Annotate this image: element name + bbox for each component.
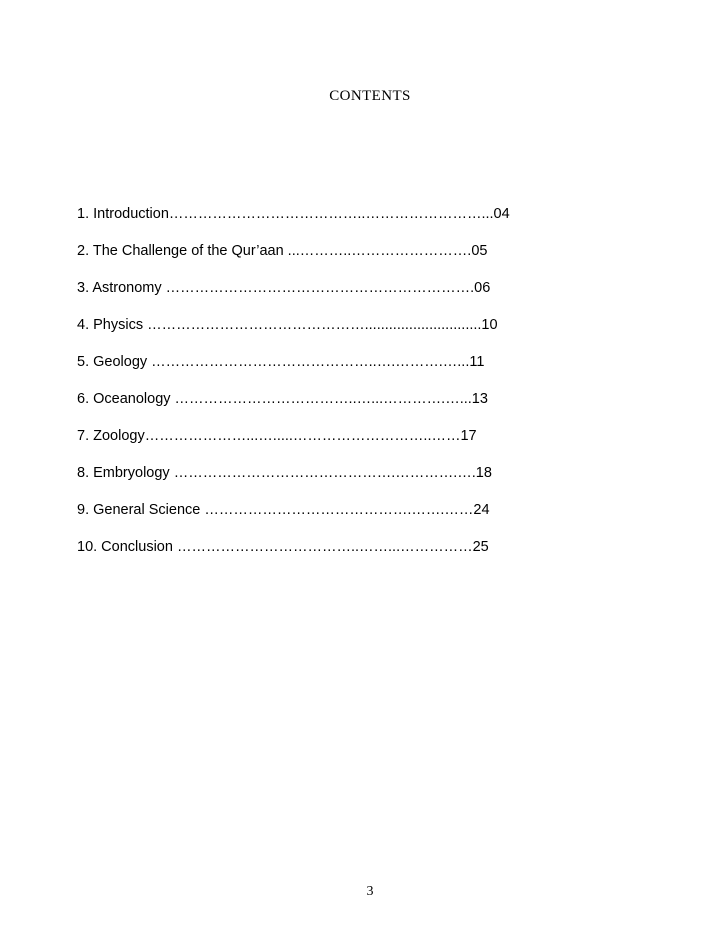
toc-entry-astronomy: 3. Astronomy ……………………………………………………….06 <box>77 280 491 296</box>
toc-entry-conclusion: 10. Conclusion ………………………………..……...……………25 <box>77 539 489 555</box>
toc-entry-geology: 5. Geology ………………………………………..….……….…...11 <box>77 354 485 370</box>
toc-entry-oceanology: 6. Oceanology ………………………………..…...………….…...13 <box>77 391 488 407</box>
page-title: CONTENTS <box>329 88 411 104</box>
table-of-contents <box>77 203 550 573</box>
toc-entry-introduction: 1. Introduction…………………………………..……………………...04 <box>77 206 510 222</box>
page-number: 3 <box>366 884 374 899</box>
toc-entry-embryology: 8. Embryology ……………………………………….………….….18 <box>77 465 492 481</box>
toc-entry-general-science: 9. General Science …………………………………….…….……24 <box>77 502 490 518</box>
toc-entry-challenge-of-the-quraan: 2. The Challenge of the Qur’aan ...………..…………………….05 <box>77 243 488 259</box>
toc-entry-physics: 4. Physics ……………………………………….............................10 <box>77 317 498 333</box>
toc-entry-zoology: 7. Zoology…………………...….....………………………..……17 <box>77 428 477 444</box>
